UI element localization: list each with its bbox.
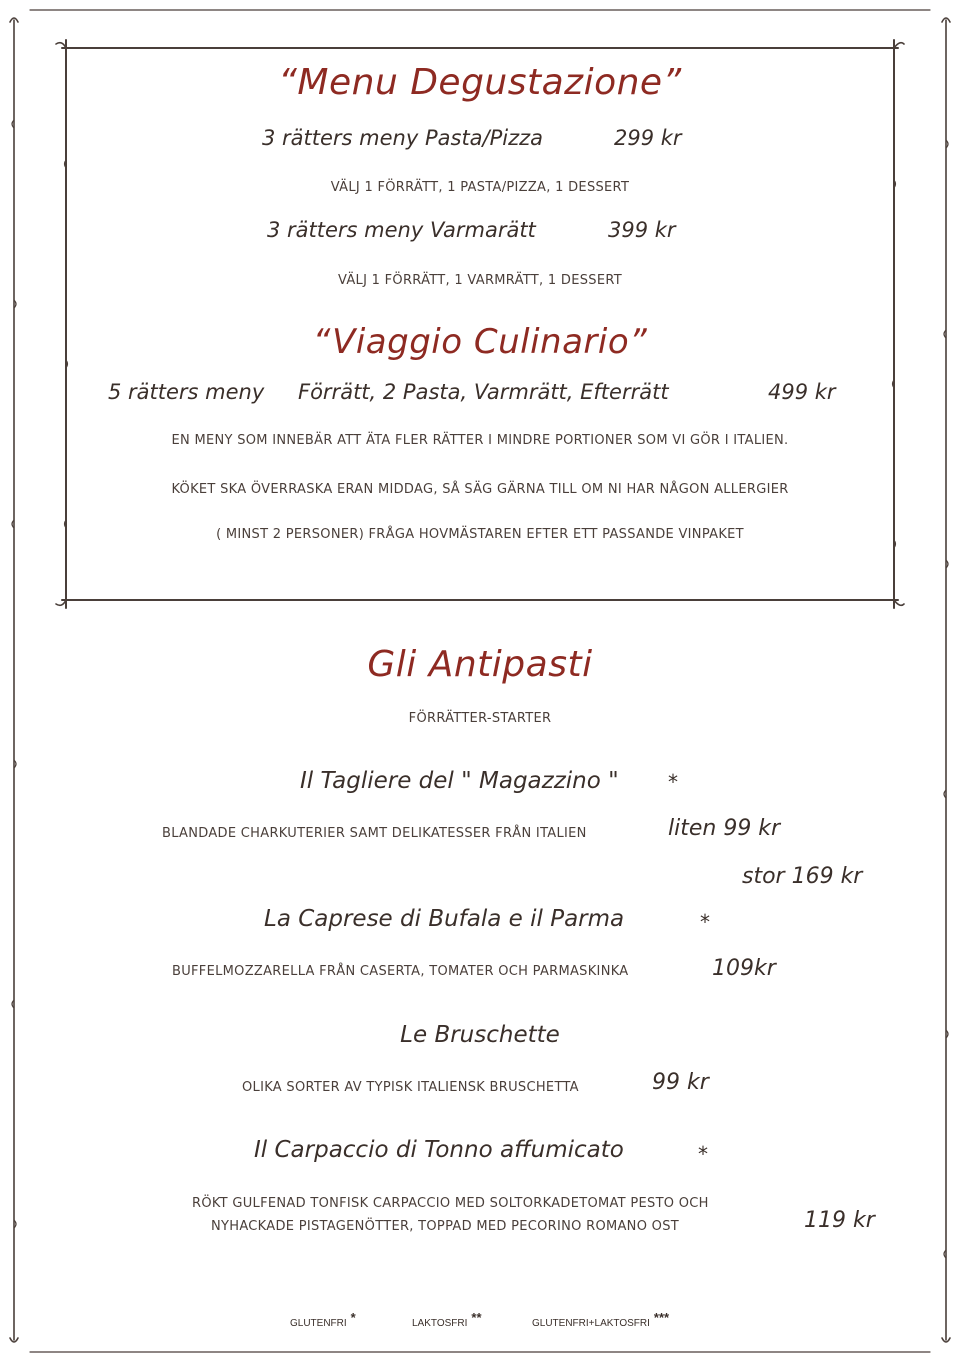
dish-name-tagliere: Il Tagliere del " Magazzino ": [300, 768, 619, 794]
menu-option-varm-price: 399 kr: [608, 218, 676, 242]
legend-label: GLUTENFRI+LAKTOSFRI: [532, 1318, 650, 1329]
viaggio-price: 499 kr: [768, 380, 836, 404]
dish-price-tagliere-small: liten 99 kr: [668, 816, 781, 841]
dish-price-carpaccio: 119 kr: [804, 1208, 875, 1233]
viaggio-note-3: ( MINST 2 PERSONER) FRÅGA HOVMÄSTAREN EFTER ETT PASSANDE VINPAKET: [216, 527, 744, 542]
menu-option-pasta-name: 3 rätters meny Pasta/Pizza: [262, 126, 544, 150]
menu-option-varm-desc: VÄLJ 1 FÖRRÄTT, 1 VARMRÄTT, 1 DESSERT: [337, 273, 622, 288]
dish-price-tagliere-large: stor 169 kr: [742, 864, 863, 889]
antipasti-subtitle: FÖRRÄTTER-STARTER: [408, 711, 552, 726]
dish-mark-tagliere: *: [668, 770, 678, 794]
dish-desc-carpaccio-line2: NYHACKADE PISTAGENÖTTER, TOPPAD MED PECORINO ROMANO OST: [211, 1219, 679, 1234]
viaggio-courses: Förrätt, 2 Pasta, Varmrätt, Efterrätt: [298, 380, 669, 404]
dish-desc-bruschette: OLIKA SORTER AV TYPISK ITALIENSK BRUSCHETTA: [242, 1080, 579, 1095]
legend-mark: ***: [653, 1310, 670, 1325]
legend-mark: **: [471, 1310, 482, 1325]
dish-name-carpaccio: Il Carpaccio di Tonno affumicato: [254, 1137, 624, 1163]
legend-label: LAKTOSFRI: [412, 1318, 468, 1329]
legend-mark: *: [350, 1310, 356, 1325]
dish-name-bruschette: Le Bruschette: [400, 1022, 560, 1048]
degustazione-title: “Menu Degustazione”: [278, 62, 682, 103]
dish-mark-caprese: *: [700, 910, 710, 934]
menu-option-varm-name: 3 rätters meny Varmarätt: [267, 218, 536, 242]
menu-option-pasta-price: 299 kr: [614, 126, 682, 150]
legend-label: GLUTENFRI: [290, 1318, 347, 1329]
viaggio-note-2: KÖKET SKA ÖVERRASKA ERAN MIDDAG, SÅ SÄG GÄRNA TILL OM NI HAR NÅGON ALLERGIER: [171, 482, 789, 497]
viaggio-title: “Viaggio Culinario”: [312, 322, 648, 362]
dish-price-bruschette: 99 kr: [652, 1070, 709, 1095]
viaggio-label: 5 rätters meny: [108, 380, 265, 404]
dish-name-caprese: La Caprese di Bufala e il Parma: [264, 906, 625, 932]
dish-price-caprese: 109kr: [712, 956, 776, 981]
legend-glutenfri: [290, 1310, 356, 1329]
legend-laktosfri: [412, 1310, 482, 1329]
dish-desc-tagliere: BLANDADE CHARKUTERIER SAMT DELIKATESSER FRÅN ITALIEN: [162, 826, 587, 841]
viaggio-note-1: EN MENY SOM INNEBÄR ATT ÄTA FLER RÄTTER I MINDRE PORTIONER SOM VI GÖR I ITALIEN.: [171, 433, 789, 448]
dish-mark-carpaccio: *: [698, 1142, 708, 1166]
dish-desc-caprese: BUFFELMOZZARELLA FRÅN CASERTA, TOMATER OCH PARMASKINKA: [172, 964, 629, 979]
antipasti-title: Gli Antipasti: [367, 644, 593, 685]
dish-desc-carpaccio-line1: RÖKT GULFENAD TONFISK CARPACCIO MED SOLTORKADETOMAT PESTO OCH: [192, 1196, 709, 1211]
menu-option-pasta-desc: VÄLJ 1 FÖRRÄTT, 1 PASTA/PIZZA, 1 DESSERT: [330, 180, 630, 195]
legend-glutenfri-laktosfri: [532, 1310, 669, 1329]
